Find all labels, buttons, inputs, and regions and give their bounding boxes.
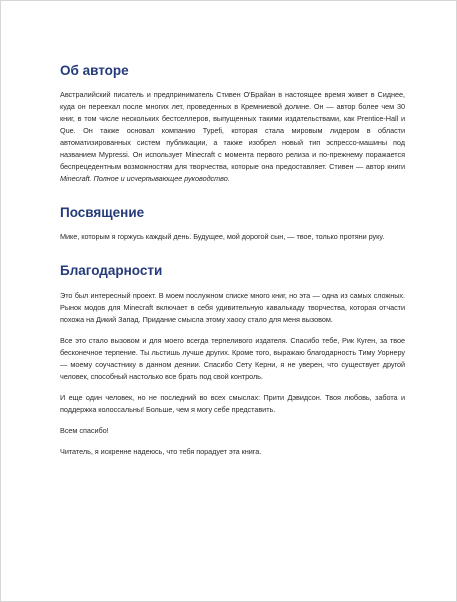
about-paragraph xyxy=(60,89,405,185)
book-title: Minecraft. Полное и исчерпывающее руководство. xyxy=(60,174,230,184)
dedication-section xyxy=(60,205,405,243)
thanks-heading: Благодарности xyxy=(60,263,163,279)
thanks-paragraph: И еще один человек, но не последний во всех смыслах: Прити Дэвидсон. Твоя любовь, забота и поддержка колоссальны! Больше, чем я могу себе представить. xyxy=(60,392,405,414)
about-text: Австралийский писатель и предприниматель Стивен О'Брайан в настоящее время живет в Сиднее, куда он переехал после многих лет, проведенных в Кремниевой долине. Он — автор более чем 30 книг, в том числе нескольких бестселлеров, выпущенных такими издательствами, как Prentice-Hall и Que. Он также основал компанию Typefi, которая стала мировым лидером в области автоматизированных систем публикации, а также изобрел новый тип эспрессо-машины под названием Mypressi. Он использует Minecraft с момента первого релиза и по-прежнему поражается беспрецедентным возможностям для творчества, которые она предоставляет. Стивен — автор книги xyxy=(60,90,405,172)
about-heading: Об авторе xyxy=(60,63,129,78)
thanks-paragraph: Всем спасибо! xyxy=(60,425,109,435)
thanks-section xyxy=(60,263,405,457)
dedication-heading: Посвящение xyxy=(60,205,145,221)
dedication-paragraph: Мике, которым я горжусь каждый день. Будущее, мой дорогой сын, — твое, только протяни руку. xyxy=(60,232,385,242)
thanks-paragraph: Читатель, я искренне надеюсь, что тебя порадует эта книга. xyxy=(60,446,262,456)
thanks-paragraph: Все это стало вызовом и для моего всегда терпеливого издателя. Спасибо тебе, Рик Куген, за твое бесконечное терпение. Ты льстишь лучше других. Кроме того, выражаю благодарность Тиму Уорнеру — моему соучастнику в данном деянии. Спасибо Сету Керни, я не уверен, что существует другой человек, способный настолько все брать под свой контроль. xyxy=(60,335,405,381)
about-section xyxy=(60,63,405,185)
thanks-paragraph: Это был интересный проект. В моем послужном списке много книг, но эта — одна из самых сложных. Рынок модов для Minecraft включает в себя удивительную кавалькаду творчества, которая отчасти похожа на Дикий Запад. Придание смысла этому хаосу стало для меня вызовом. xyxy=(60,290,405,324)
page-content xyxy=(60,63,405,467)
